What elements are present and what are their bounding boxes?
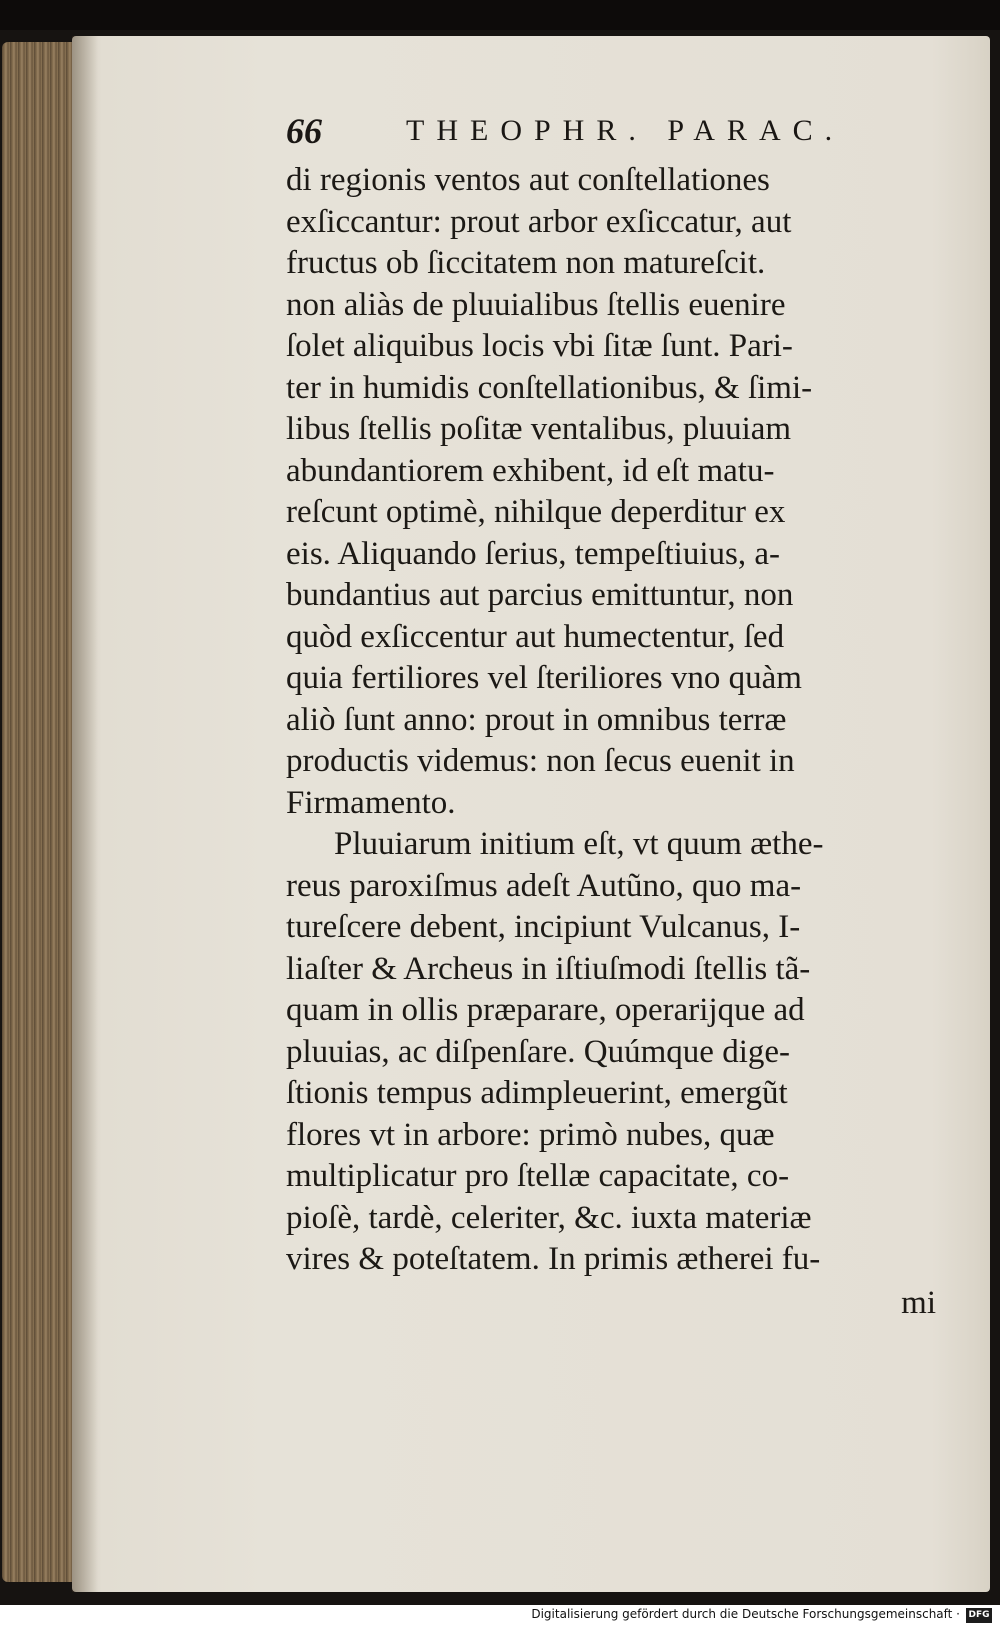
- text-line: ſolet aliquibus locis vbi ſitæ ſunt. Pari-: [286, 328, 793, 364]
- body-text: [286, 160, 946, 1325]
- text-line: exſiccantur: prout arbor exſiccatur, aut: [286, 203, 792, 240]
- text-line: pluuias, ac diſpenſare. Quúmque dige-: [286, 1033, 791, 1070]
- text-line: multiplicatur pro ſtellæ capacitate, co-: [286, 1158, 790, 1194]
- text-line: liaſter & Archeus in iſtiuſmodi ſtellis tã-: [286, 950, 811, 987]
- text-line: bundantius aut parcius emittuntur, non: [286, 577, 794, 613]
- page-header: [286, 108, 886, 158]
- text-line: aliò ſunt anno: prout in omnibus terræ: [286, 701, 787, 738]
- digitization-credit: Digitalisierung gefördert durch die Deutsche Forschungsgemeinschaft ·: [531, 1607, 960, 1621]
- text-line: flores vt in arbore: primò nubes, quæ: [286, 1116, 775, 1153]
- text-line: eis. Aliquando ſerius, tempeſtiuius, a-: [286, 535, 781, 572]
- running-head: THEOPHR. PARAC.: [406, 114, 845, 147]
- dfg-logo: DFG: [966, 1608, 992, 1623]
- text-line: Pluuiarum initium eſt, vt quum æthe-: [334, 826, 824, 862]
- catchword: mi: [901, 1284, 936, 1321]
- text-line: pioſè, tardè, celeriter, &c. iuxta materiæ: [286, 1199, 812, 1236]
- book-page-edges: [2, 42, 80, 1582]
- text-line: productis videmus: non ſecus euenit in: [286, 743, 795, 779]
- text-line: tureſcere debent, incipiunt Vulcanus, I-: [286, 909, 801, 945]
- text-line: reus paroxiſmus adeſt Autũno, quo ma-: [286, 867, 802, 904]
- text-line: vires & poteſtatem. In primis ætherei fu-: [286, 1241, 821, 1277]
- text-line: quam in ollis præparare, operarijque ad: [286, 992, 805, 1028]
- text-line: fructus ob ſiccitatem non matureſcit.: [286, 245, 766, 281]
- text-line: libus ſtellis poſitæ ventalibus, pluuiam: [286, 411, 792, 447]
- text-line: di regionis ventos aut conſtellationes: [286, 162, 770, 198]
- text-line: quia fertiliores vel ſteriliores vno quàm: [286, 660, 802, 696]
- text-line: reſcunt optimè, nihilque deperditur ex: [286, 494, 786, 530]
- text-line: ter in humidis conſtellationibus, & ſimi-: [286, 369, 813, 406]
- page-number: 66: [286, 111, 322, 151]
- text-line: abundantiorem exhibent, id eſt matu-: [286, 452, 775, 489]
- text-line: non aliàs de pluuialibus ſtellis euenire: [286, 286, 786, 323]
- text-line: ſtionis tempus adimpleuerint, emergũt: [286, 1075, 788, 1111]
- text-line: Firmamento.: [286, 784, 456, 821]
- gutter-shadow: [72, 36, 98, 1592]
- text-line: quòd exſiccentur aut humectentur, ſed: [286, 618, 785, 655]
